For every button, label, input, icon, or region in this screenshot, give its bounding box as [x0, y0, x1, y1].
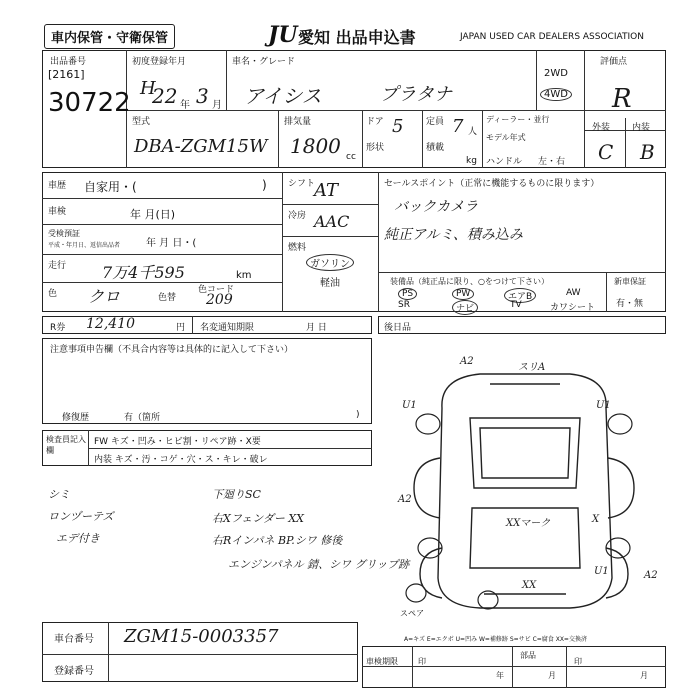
equip-tv: TV [510, 300, 522, 310]
fuel-label: 燃料 [288, 243, 307, 253]
spare-label: スペア [400, 609, 424, 618]
note-right-2: 右Xフェンダー XX [212, 512, 304, 525]
notice-label: 名変通知期限 [200, 323, 255, 333]
drive-2wd: 2WD [544, 68, 568, 79]
transfer-label: 受検預証 [48, 229, 80, 238]
note-left-3: エデ付き [56, 532, 100, 545]
color-code-label: 色コード [198, 285, 235, 295]
note-left-1: シミ [48, 488, 70, 501]
int-score: B [640, 140, 655, 164]
transfer-sub: 平成・年月日、返信出品者 [48, 242, 121, 249]
first-reg-year: 22 [152, 84, 178, 108]
equip-sr: SR [398, 300, 410, 310]
history-value: 自家用・( [84, 180, 137, 194]
grade: プラタナ [380, 84, 452, 105]
color-code: 209 [206, 292, 233, 308]
sales-label: セールスポイント（正常に機能するものに限ります） [384, 179, 600, 189]
dmg-mark-u1-left: U1 [402, 400, 417, 411]
mileage-unit: km [236, 270, 252, 281]
shift-label: シフト [288, 179, 316, 189]
car-name: アイシス [244, 84, 322, 108]
interior-row: 内装 キズ・汚・コゲ・穴・ス・キレ・破レ [94, 455, 268, 465]
note-right-1: 下廻りSC [212, 488, 261, 501]
tax-unit: 円 [176, 323, 186, 333]
int-label: 内装 [632, 123, 651, 133]
equip-aw: AW [566, 288, 581, 298]
drive-4wd: 4WD [540, 88, 572, 101]
check-stamp: 印 [418, 657, 426, 666]
dmg-mark-xx-panel: XXマーク [506, 518, 551, 529]
new-car-label: 新車保証 [614, 277, 646, 286]
transfer-value: 年 月 日・( [146, 238, 197, 249]
lot-sub: [2161] [48, 68, 85, 81]
displacement: 1800 [290, 134, 341, 158]
chassis-number: ZGM15-0003357 [124, 626, 279, 647]
disp-unit: cc [346, 152, 356, 162]
disp-label: 排気量 [284, 117, 312, 127]
equip-airbag: エアB [504, 288, 536, 303]
inspector-label: 検査員記入欄 [46, 435, 86, 455]
equip-ps: PS [398, 288, 417, 300]
repair-label: 修復歴 [62, 413, 90, 423]
car-name-label: 車名・グレード [232, 57, 296, 67]
fuel-value: ガソリン [306, 254, 354, 271]
repair-value: 有（箇所 [124, 413, 161, 423]
equip-label: 装備品（純正品に限り、○をつけて下さい） [390, 277, 549, 286]
dmg-mark-a2-rear: A2 [644, 570, 658, 581]
brand-logo: JU [268, 22, 298, 48]
tax-label: R券 [50, 323, 66, 333]
lot-number: 30722 [48, 88, 131, 118]
check-parts: 部品 [520, 651, 536, 660]
later-items [378, 316, 666, 334]
chassis-label: 車台番号 [54, 634, 94, 645]
color-label: 色 [48, 289, 58, 299]
check-stamp-2: 印 [574, 657, 582, 666]
sales-point-1: バックカメラ [394, 199, 478, 215]
sales-point-2: 純正アルミ、積み込み [384, 227, 523, 243]
check-expiry: 車検期限 [366, 657, 398, 666]
capacity: 7 [452, 116, 464, 137]
ext-label: 外装 [592, 123, 611, 133]
dmg-mark-a2-top: A2 [460, 356, 474, 367]
month-unit: 月 [212, 100, 222, 111]
fuel-alt: 軽油 [320, 278, 340, 289]
history-label: 車歴 [48, 181, 67, 191]
year-unit: 年 [180, 100, 190, 111]
dmg-mark-xx-rear: XX [522, 580, 537, 591]
dealer-label: ディーラー・並行 [486, 115, 550, 124]
shape-label: 形状 [366, 143, 385, 153]
color-value: クロ [88, 287, 121, 306]
inspect-value: 年 月(日) [130, 208, 176, 221]
check-block [362, 646, 666, 688]
fw-row: FW キズ・凹み・ヒビ割・リペア跡・X要 [94, 437, 261, 447]
capacity-unit: 人 [468, 127, 478, 137]
dmg-mark-u1-right: U1 [596, 400, 611, 411]
doors: 5 [392, 116, 404, 137]
dmg-mark-a2-left: A2 [398, 494, 412, 505]
model-code: DBA-ZGM15W [134, 136, 268, 157]
history-close: ) [262, 178, 267, 192]
model-year-label: モデル年式 [486, 133, 526, 142]
equip-navi: ナビ [452, 300, 478, 315]
ext-score: C [598, 140, 614, 164]
capacity-label: 定員 [426, 117, 445, 127]
ac-label: 冷房 [288, 211, 307, 221]
dmg-mark-x-right: X [592, 514, 600, 525]
score-label: 評価点 [600, 57, 628, 67]
mileage-label: 走行 [48, 261, 67, 271]
handle-label: ハンドル [486, 157, 523, 167]
equip-seat: カワシート [550, 303, 596, 313]
color-change-label: 色替 [158, 293, 177, 303]
lot-label: 出品番号 [50, 57, 87, 67]
check-year: 年 [496, 671, 504, 680]
caution-label: 注意事項申告欄（不具合内容等は具体的に記入して下さい） [50, 345, 294, 355]
load-label: 積載 [426, 143, 445, 153]
tax-value: 12,410 [86, 316, 135, 332]
ac-value: AAC [314, 212, 350, 231]
notice-unit: 月 日 [306, 323, 327, 333]
load-unit: kg [466, 156, 477, 166]
handle-options: 左・右 [538, 157, 566, 167]
later-label: 後日品 [384, 323, 412, 333]
note-right-4: エンジンパネル 錆、シワ グリップ跡 [228, 558, 410, 571]
first-reg-era: H [140, 78, 156, 99]
damage-legend: A=キズ E=エクボ U=凹み W=補修跡 S=サビ C=腐食 XX=交換済 [404, 636, 587, 643]
equip-pw: PW [452, 288, 474, 300]
check-month-2: 月 [640, 671, 648, 680]
plate-label: 登録番号 [54, 666, 94, 677]
score: R [612, 84, 632, 114]
doors-label: ドア [366, 117, 384, 127]
check-month: 月 [548, 671, 556, 680]
mileage-value: 7万4千595 [102, 263, 185, 282]
first-reg-month: 3 [196, 84, 209, 108]
inspect-label: 車検 [48, 207, 67, 217]
note-right-3: 右Rインパネ BP.シワ 修後 [212, 534, 343, 547]
dmg-mark-scratch-top: スリA [518, 362, 546, 373]
note-left-2: ロンヅーテズ [48, 510, 114, 523]
association-name: JAPAN USED CAR DEALERS ASSOCIATION [460, 32, 644, 42]
first-reg-label: 初度登録年月 [132, 57, 187, 67]
model-label: 型式 [132, 117, 151, 127]
shift-value: AT [314, 180, 339, 201]
form-title: 愛知 出品申込書 [298, 28, 416, 47]
storage-tag: 車内保管・守衛保管 [44, 24, 175, 49]
repair-close: ) [356, 410, 360, 420]
dmg-mark-u1-rear: U1 [594, 566, 609, 577]
new-car-options: 有・無 [616, 299, 644, 309]
